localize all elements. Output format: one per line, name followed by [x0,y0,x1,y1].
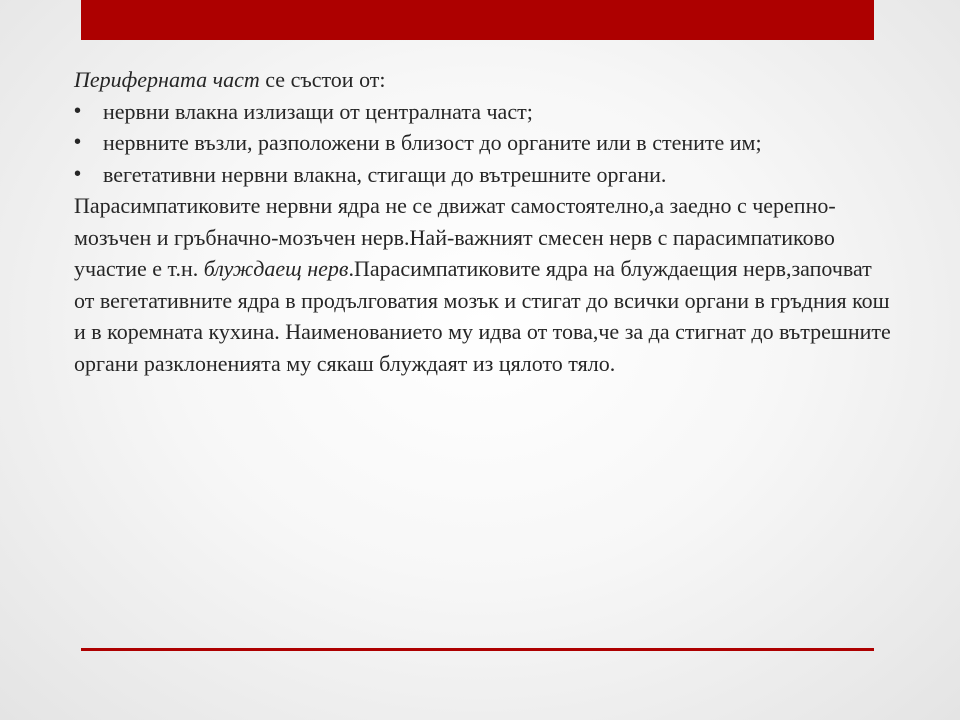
paragraph-part-2: .Парасимпатиковите ядра на блуждаещия нерв,започват от вегетативните ядра в продълговатия мозък и стигат до всички органи в гръдния кош и в коремната кухина. Наименованието му идва от това,че за да стигнат до вътрешните органи разклоненията му сякаш блуждаят из цялото тяло. [74,256,891,376]
bullet-icon: • [74,131,82,153]
bullet-text: вегетативни нервни влакна, стигащи до вътрешните органи. [103,161,667,187]
intro-term: Периферната част [74,67,260,92]
intro-line [74,64,894,96]
bullet-text: нервни влакна излизащи от централната част; [103,98,533,124]
bullet-text: нервните възли, разположени в близост до органите или в стените им; [103,130,762,155]
body-paragraph [74,190,894,379]
slide-body [74,64,894,379]
intro-rest: се състои от: [259,67,386,92]
bullet-icon: • [74,99,82,122]
top-accent-bar [81,0,874,40]
bullet-item [74,127,894,159]
paragraph-part-1: Парасимпатиковите нервни ядра не се движат самостоятелно,а заедно с черепно-мозъчен и гръбначно-мозъчен нерв.Най-важният смесен нерв с парасимпатиково участие е т.н. [74,193,836,281]
bottom-accent-rule [81,648,874,651]
bullet-item [74,96,894,128]
bullet-item [74,159,894,191]
paragraph-term: блуждаещ нерв [203,256,349,281]
bullet-list [74,96,894,191]
bullet-icon: • [74,162,82,185]
